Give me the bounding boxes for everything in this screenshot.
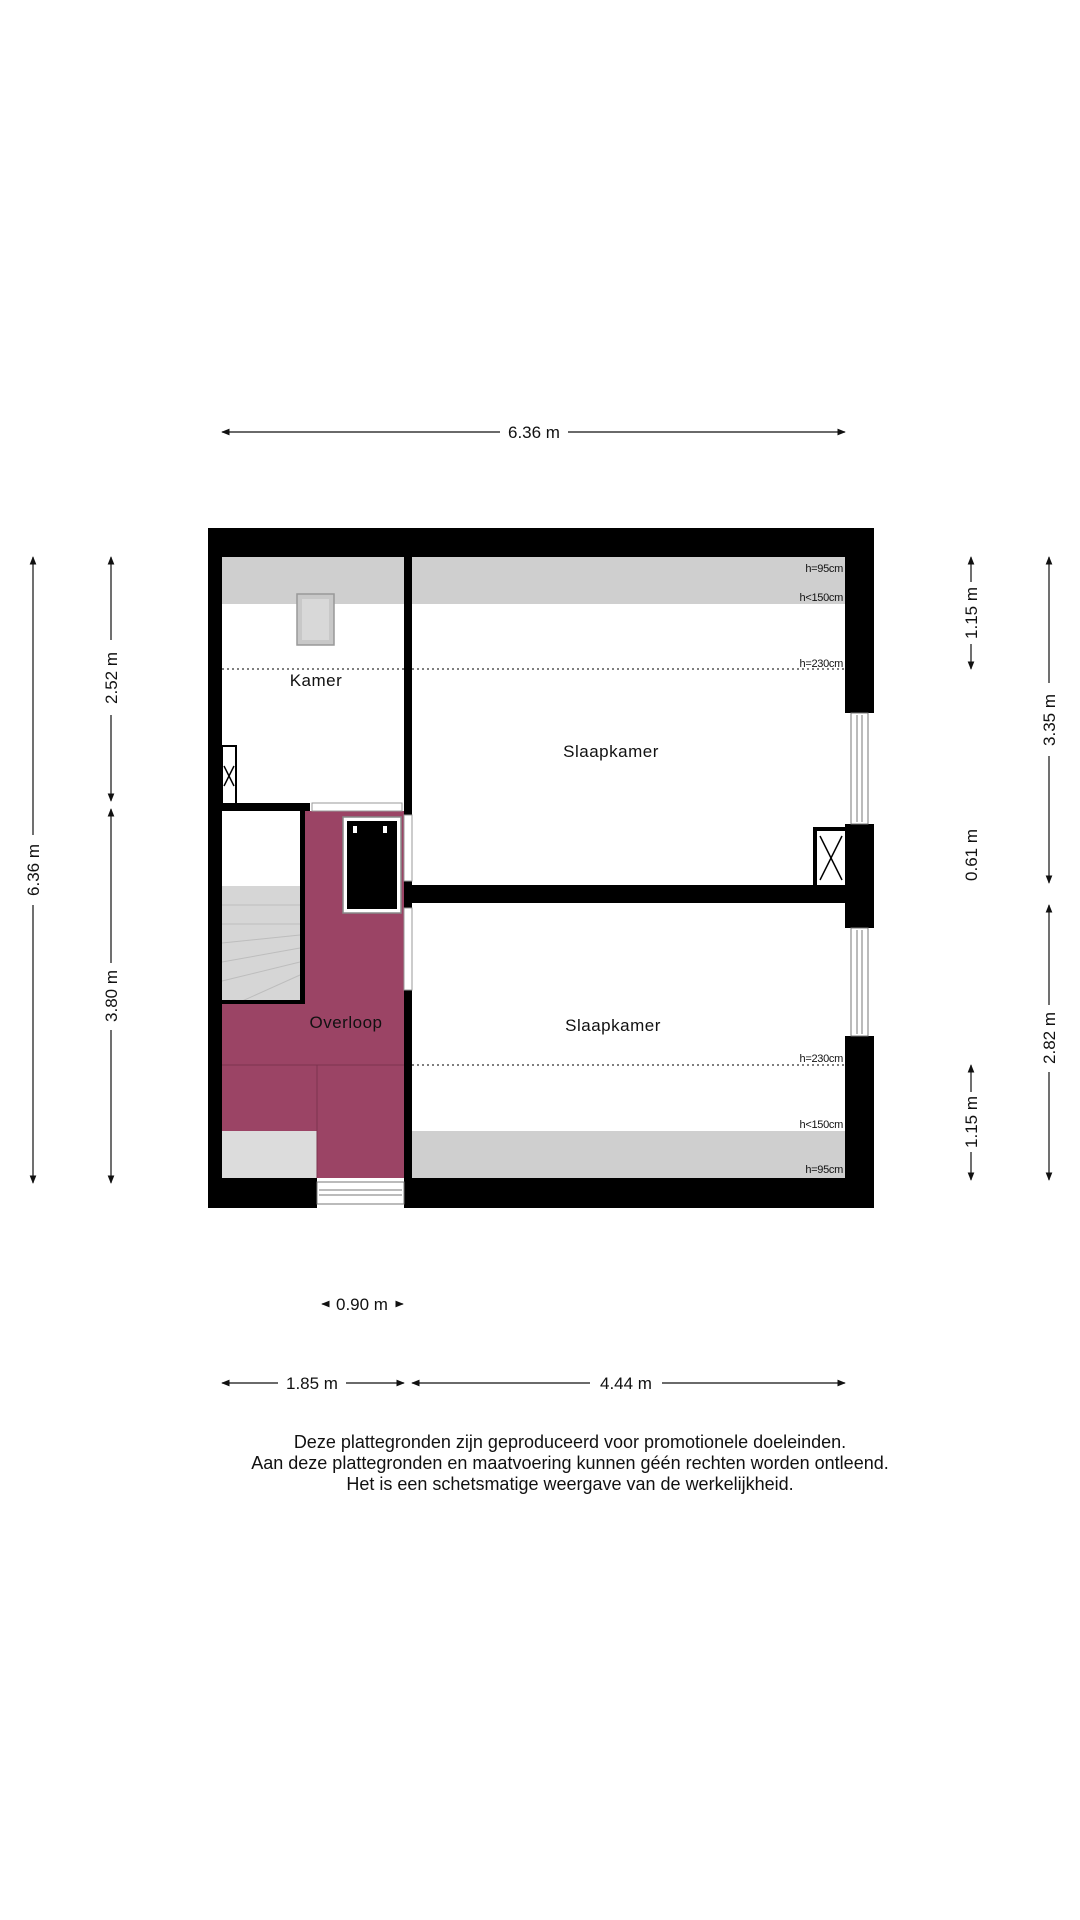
dim-door-width: 0.90 m (336, 1295, 388, 1314)
wall-right-lower (845, 1036, 874, 1208)
wall-top (208, 528, 874, 557)
dim-right-middle: 0.61 m (962, 829, 981, 881)
height-label-top-230: h=230cm (799, 658, 843, 670)
room-label-slaapkamer-bottom: Slaapkamer (565, 1016, 661, 1035)
shaft-left (222, 746, 236, 804)
room-label-kamer: Kamer (289, 671, 343, 690)
dim-bottom-left: 1.85 m (286, 1374, 338, 1393)
wall-bottom-right (404, 1178, 874, 1208)
wall-left (208, 528, 222, 1208)
disclaimer-line-1: Deze plattegronden zijn geproduceerd voor promotionele doeleinden. (293, 1432, 847, 1452)
dim-right-upper-slope: 1.15 m (962, 587, 981, 639)
dim-right-lower-slope: 1.15 m (962, 1096, 981, 1148)
disclaimer-line-3: Het is een schetsmatige weergave van de werkelijkheid. (346, 1474, 794, 1494)
disclaimer-line-2: Aan deze plattegronden en maatvoering kunnen géén rechten worden ontleend. (251, 1453, 889, 1473)
dim-left-total: 6.36 m (24, 844, 43, 896)
low-ceiling-bottom-right (412, 1131, 845, 1178)
disclaimer (160, 1432, 980, 1495)
door-kamer (312, 803, 402, 811)
dim-left-upper: 2.52 m (102, 652, 121, 704)
room-floors (222, 557, 845, 1178)
wall-right-middle (845, 824, 874, 928)
dim-bottom-right: 4.44 m (600, 1374, 652, 1393)
room-label-overloop: Overloop (309, 1013, 383, 1032)
wall-stair-bottom (222, 1000, 305, 1004)
window-right-lower (851, 928, 868, 1036)
room-label-slaapkamer-top: Slaapkamer (563, 742, 659, 761)
door-slaapkamer-bottom (404, 908, 412, 990)
wall-bottom-left (208, 1178, 317, 1208)
staircase (222, 886, 300, 1002)
dim-far-right-lower: 2.82 m (1040, 1012, 1059, 1064)
height-label-top-150: h<150cm (799, 592, 843, 604)
dim-top-width: 6.36 m (508, 423, 560, 442)
height-label-bottom-95: h=95cm (805, 1164, 843, 1176)
stair-landing (222, 811, 300, 886)
wall-stair-right (300, 803, 305, 1002)
dim-far-right-upper: 3.35 m (1040, 694, 1059, 746)
low-ceiling-top-right (412, 557, 845, 604)
wall-center-horizontal (404, 885, 845, 903)
wall-right-upper (845, 528, 874, 713)
height-label-top-95: h=95cm (805, 563, 843, 575)
window-bottom (317, 1182, 404, 1204)
attic-hatch (343, 817, 401, 913)
slaapkamer-top-floor (412, 557, 845, 885)
height-label-bottom-150: h<150cm (799, 1119, 843, 1131)
door-slaapkamer-top (404, 815, 412, 881)
dim-left-lower: 3.80 m (102, 970, 121, 1022)
height-label-bottom-230: h=230cm (799, 1053, 843, 1065)
window-right-upper (851, 713, 868, 824)
skylight-inner (302, 599, 329, 640)
shaft-right (815, 829, 847, 887)
low-ceiling-bottom-left (222, 1131, 317, 1178)
